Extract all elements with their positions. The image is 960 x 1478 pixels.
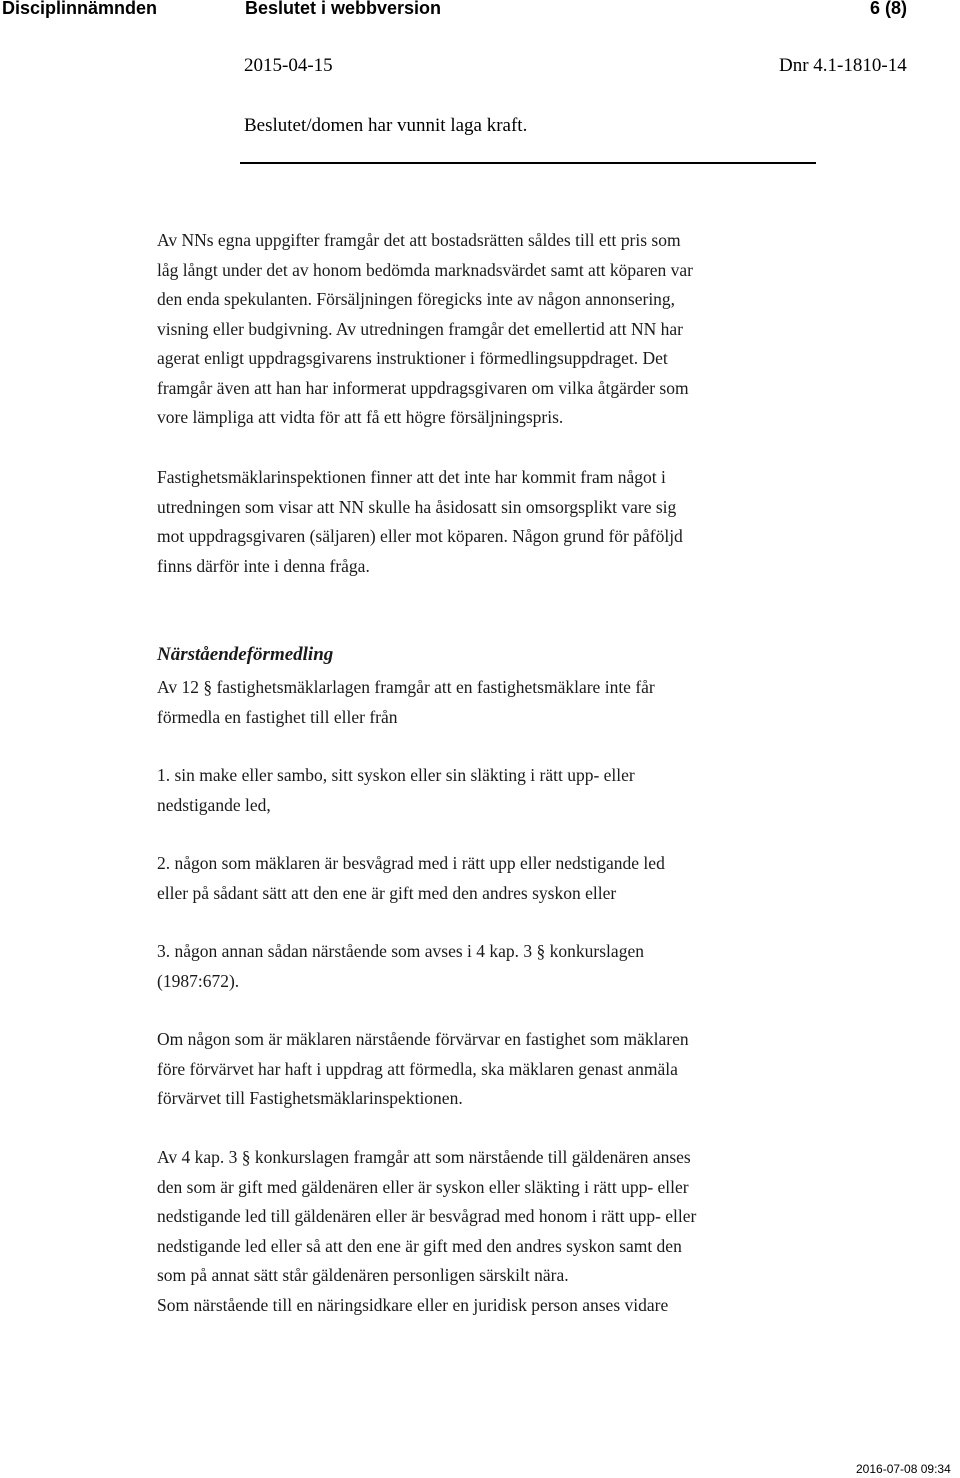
paragraph-5: Av 4 kap. 3 § konkurslagen framgår att som närstående till gäldenären anses den som är gift med gäldenären eller är syskon eller släkting i rätt upp- eller nedstigande led till gäldenären eller är besvågrad med honom i rätt upp- eller nedstigande led eller så att den ene är gift med den andres syskon samt den som på annat sätt står gäldenären personligen särskilt nära. Som närstående till en näringsidkare eller en juridisk person anses vidare bbox=[157, 1147, 697, 1315]
organization-name: Disciplinnämnden bbox=[2, 0, 158, 18]
print-timestamp: 2016-07-08 09:34 bbox=[856, 1462, 951, 1476]
paragraph-1: Av NNs egna uppgifter framgår det att bostadsrätten såldes till ett pris som låg långt under det av honom bedömda marknadsvärdet samt att köparen var den enda spekulanten. Försäljningen föregicks inte av någon annonsering, visning eller budgivning. Av utredningen framgår det emellertid att NN har agerat enligt uppdragsgivarens instruktioner i förmedlingsuppdraget. Det framgår även att han har informerat uppdragsgivaren om vilka åtgärder som vore lämpliga att vidta för att få ett högre försäljningspris. bbox=[157, 230, 694, 427]
paragraph-4: Om någon som är mäklaren närstående förvärvar en fastighet som mäklaren före förvärvet har haft i uppdrag att förmedla, ska mäklaren genast anmäla förvärvet till Fastighetsmäklarinspektionen. bbox=[157, 1029, 689, 1108]
document-title: Beslutet i webbversion bbox=[245, 0, 442, 18]
list-item-2: 2. någon som mäklaren är besvågrad med i rätt upp eller nedstigande led eller på sådant sätt att den ene är gift med den andres syskon eller bbox=[157, 853, 665, 903]
document-header bbox=[0, 0, 960, 22]
header-divider bbox=[240, 162, 816, 164]
section-heading: Närståendeförmedling bbox=[157, 644, 334, 665]
case-number: Dnr 4.1-1810-14 bbox=[779, 55, 907, 76]
paragraph-2: Fastighetsmäklarinspektionen finner att det inte har kommit fram något i utredningen som visar att NN skulle ha åsidosatt sin omsorgsplikt vare sig mot uppdragsgivaren (säljaren) eller mot köparen. Någon grund för påföljd finns därför inte i denna fråga. bbox=[157, 467, 683, 576]
list-item-1: 1. sin make eller sambo, sitt syskon eller sin släkting i rätt upp- eller nedstigande led, bbox=[157, 765, 635, 815]
page-indicator: 6 (8) bbox=[870, 0, 908, 18]
list-item-3: 3. någon annan sådan närstående som avses i 4 kap. 3 § konkurslagen (1987:672). bbox=[157, 941, 644, 991]
decision-date: 2015-04-15 bbox=[244, 55, 333, 76]
legal-force-notice: Beslutet/domen har vunnit laga kraft. bbox=[244, 115, 528, 136]
paragraph-3: Av 12 § fastighetsmäklarlagen framgår att en fastighetsmäklare inte får förmedla en fastighet till eller från bbox=[157, 677, 655, 727]
